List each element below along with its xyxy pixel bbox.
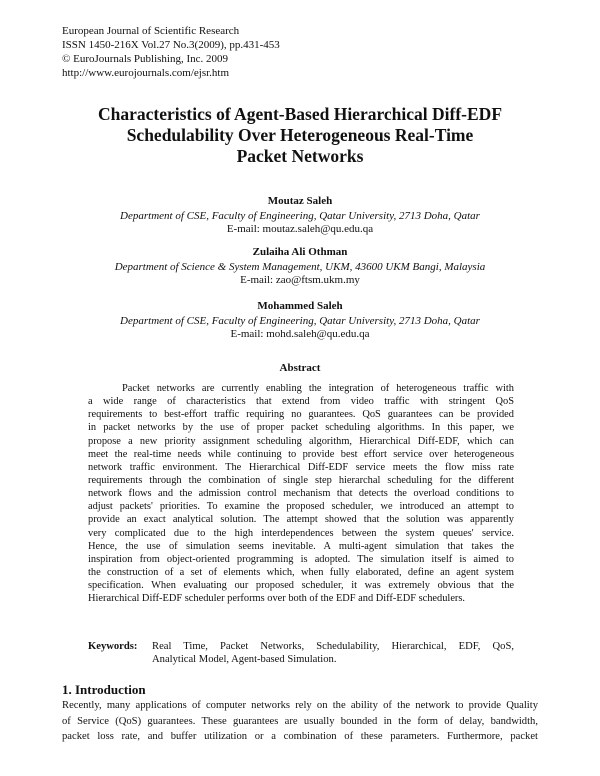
journal-url[interactable]: http://www.eurojournals.com/ejsr.htm [62, 67, 230, 79]
abstract-line: inspiration from object-oriented programming is adopted. The simulation itself is aimed to [88, 553, 514, 565]
author-block [40, 300, 560, 341]
abstract-line: a wide range of characteristics that extend from video traffic with stringent QoS [88, 396, 514, 408]
keywords-line: Real Time, Packet Networks, Schedulability, Hierarchical, EDF, QoS, [152, 641, 514, 652]
author-name: Zulaiha Ali Othman [252, 246, 348, 258]
abstract-line: the construction of a set of elements which, when fully elaborated, define an agent system [88, 566, 514, 578]
author-name: Moutaz Saleh [267, 195, 333, 207]
abstract-line: network traffic environment. The Hierarchical Diff-EDF service meets the flow miss rate [88, 461, 514, 473]
title-line: Schedulability Over Heterogeneous Real-Time [126, 125, 474, 145]
author-affiliation: Department of CSE, Faculty of Engineering, Qatar University, 2713 Doha, Qatar [120, 210, 480, 222]
author-name: Mohammed Saleh [257, 300, 343, 312]
author-block [40, 195, 560, 236]
abstract-line: propose a new priority assignment scheduling algorithm, Hierarchical Diff-EDF, which can [88, 435, 514, 447]
journal-header [62, 24, 280, 80]
abstract-line: requirements to best-effort traffic requiring no guarantees. QoS guarantees can be provided [88, 409, 514, 421]
copyright-line: © EuroJournals Publishing, Inc. 2009 [62, 53, 229, 65]
intro-line: Recently, many applications of computer networks rely on the ability of the network to provide Quality [62, 700, 538, 711]
abstract-line: network flows and the admission control mechanism that detects the overload conditions to [88, 488, 514, 500]
abstract-line: Hierarchical Diff-EDF scheduler performs over both of the EDF and Diff-EDF schedulers. [88, 593, 466, 605]
title-line: Packet Networks [236, 146, 364, 166]
author-affiliation: Department of Science & System Management, UKM, 43600 UKM Bangi, Malaysia [114, 261, 486, 273]
abstract-line: Hence, the use of simulation seems inevitable. A multi-agent simulation that takes the [88, 540, 514, 552]
keywords-list [152, 640, 514, 666]
abstract-line: meet the real-time needs while continuing to provide best effort service over heterogeneous [88, 448, 514, 460]
abstract-line: Packet networks are currently enabling the integration of heterogeneous traffic with [122, 383, 514, 394]
abstract-line: adjust packets' priorities. To examine the proposed scheduler, we introduced an attempt to [88, 501, 514, 513]
abstract-line: provide an exact analytical solution. The attempt showed that the solution was apparently [88, 514, 514, 526]
abstract-line: requirements through the combination of single step hierarchal scheduling for the different [88, 474, 514, 486]
author-affiliation: Department of CSE, Faculty of Engineering, Qatar University, 2713 Doha, Qatar [120, 315, 480, 327]
author-email[interactable]: E-mail: zao@ftsm.ukm.my [240, 274, 360, 286]
abstract-line: specification. When evaluating our proposed scheduler, it was extremely obvious that the [88, 580, 514, 592]
abstract-line: very complicated due to the high interdependences between the system queues' service. [88, 527, 514, 539]
paper-title [60, 104, 540, 167]
intro-line: of Service (QoS) guarantees. These guarantees are usually bounded in the form of delay, bandwidth, [62, 715, 538, 727]
journal-name: European Journal of Scientific Research [62, 25, 240, 37]
keywords-label: Keywords: [88, 641, 138, 652]
introduction-body [62, 698, 538, 745]
abstract-body [88, 382, 514, 605]
abstract-heading: Abstract [279, 362, 321, 374]
author-email[interactable]: E-mail: moutaz.saleh@qu.edu.qa [226, 223, 374, 235]
intro-line: packet loss rate, and buffer utilization or a combination of these parameters. Furthermore, packet [62, 731, 538, 742]
abstract-line: in packet networks by the use of proper packet scheduling algorithms. In this paper, we [88, 422, 514, 434]
keywords-line: Analytical Model, Agent-based Simulation. [152, 654, 337, 665]
author-email[interactable]: E-mail: mohd.saleh@qu.edu.qa [230, 328, 370, 340]
title-line: Characteristics of Agent-Based Hierarchical Diff-EDF [97, 104, 503, 124]
section-heading: 1. Introduction [62, 682, 146, 697]
issn-line: ISSN 1450-216X Vol.27 No.3(2009), pp.431-453 [62, 39, 280, 51]
author-block [40, 246, 560, 287]
